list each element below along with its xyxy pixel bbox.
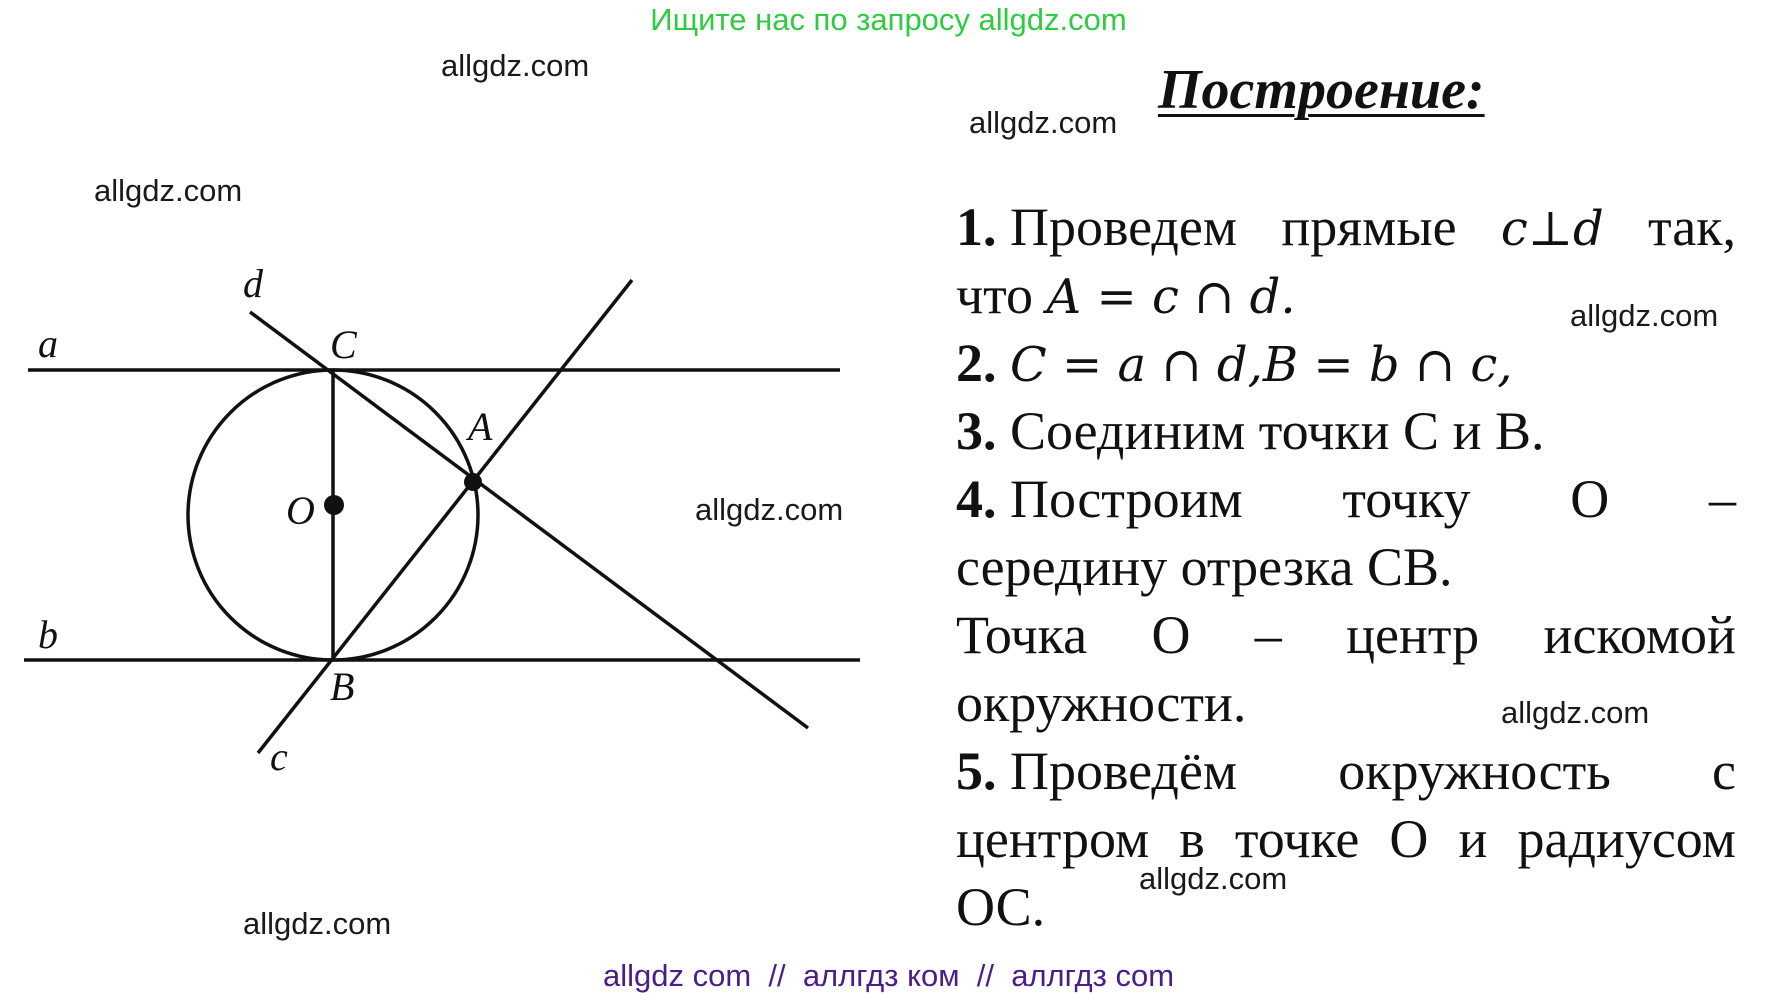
step-2-math-comma2: ,: [1497, 337, 1513, 393]
bottom-banner: allgdz com // аллгдз ком // аллгдз com: [602, 958, 1175, 993]
note-word-4: центр: [1346, 605, 1480, 665]
note-word-1: Точка: [956, 605, 1088, 665]
label-a-line: a: [38, 321, 58, 366]
label-point-c: C: [330, 322, 357, 367]
step-1-math-d: d: [1572, 201, 1604, 257]
heading-construction: Построение:: [1158, 59, 1485, 121]
step-1-math-perp: ⊥: [1527, 201, 1573, 257]
step-2-math-eq: =: [1046, 337, 1118, 393]
step-4-word-2: точку: [1342, 469, 1471, 529]
point-a: [464, 473, 482, 491]
point-o: [324, 495, 344, 515]
step-5-line-3: ОС.: [956, 877, 1046, 937]
watermark-6: allgdz.com: [1501, 695, 1650, 730]
step-2-math-cap: ∩: [1146, 337, 1217, 393]
watermark-8: allgdz.com: [243, 906, 392, 941]
step-5-line-2: [956, 809, 1736, 869]
step-2-line: [956, 333, 1736, 395]
step-2-math-b: B: [1262, 337, 1299, 393]
step-2-math-c: C: [1010, 337, 1047, 393]
step-4-line-1: [956, 469, 1736, 529]
watermark-4: allgdz.com: [1570, 298, 1719, 333]
top-banner: Ищите нас по запросу allgdz.com: [650, 2, 1127, 37]
step-5-l2-word-4: О: [1389, 809, 1429, 869]
step-5-word-2: окружность: [1338, 741, 1611, 801]
geometry-diagram: [0, 0, 880, 800]
watermark-3: allgdz.com: [94, 173, 243, 208]
step-4-word-1: Построим: [1010, 469, 1243, 529]
step-4-line-2: середину отрезка СВ.: [956, 537, 1453, 597]
step-1-math-c: c: [1500, 201, 1528, 257]
step-2-math-cap2: ∩: [1399, 337, 1471, 393]
watermark-1: allgdz.com: [441, 48, 590, 83]
step-4-word-3: О: [1570, 469, 1610, 529]
step-5-l2-word-2: в: [1179, 809, 1205, 869]
label-point-o: O: [286, 488, 315, 533]
step-1-math-c2: c: [1151, 269, 1179, 325]
step-1-word-2: прямые: [1281, 197, 1457, 257]
step-1-number: 1.: [956, 197, 997, 257]
note-word-2: О: [1151, 605, 1191, 665]
step-5-l2-word-6: радиусом: [1517, 809, 1736, 869]
step-3-text: Соединим точки С и В.: [1010, 401, 1545, 461]
label-point-b: B: [330, 664, 355, 709]
step-1-math-eq: =: [1081, 269, 1152, 325]
label-d-line: d: [243, 261, 263, 306]
label-c-line: c: [270, 734, 288, 779]
step-1-line-2-prefix: что: [956, 265, 1047, 325]
step-2-math-c-line: c: [1470, 337, 1498, 393]
step-5-number: 5.: [956, 741, 997, 801]
step-1-word-1: Проведем: [1010, 197, 1238, 257]
note-word-3: –: [1254, 605, 1282, 665]
step-1-math-d2: d: [1249, 269, 1281, 325]
step-2-math-comma: ,: [1247, 337, 1263, 393]
step-1-math-end: .: [1280, 269, 1296, 325]
step-3-line: [956, 401, 1736, 461]
step-1-line-1: [956, 197, 1736, 259]
watermark-2: allgdz.com: [969, 105, 1118, 140]
step-2-math-d: d: [1216, 337, 1248, 393]
note-line-1: [956, 605, 1736, 665]
step-5-line-1: [956, 741, 1736, 801]
watermark-5: allgdz.com: [695, 492, 844, 527]
step-2-math-a: a: [1117, 337, 1147, 393]
step-2-number: 2.: [956, 333, 997, 393]
step-1-math-cap: ∩: [1178, 269, 1250, 325]
watermark-7: allgdz.com: [1139, 861, 1288, 896]
step-4-number: 4.: [956, 469, 997, 529]
step-1-word-3: так,: [1648, 197, 1736, 257]
step-5-word-1: Проведём: [1010, 741, 1238, 801]
step-5-l2-word-5: и: [1458, 809, 1488, 869]
step-4-word-4: –: [1708, 469, 1736, 529]
step-3-number: 3.: [956, 401, 997, 461]
step-5-word-3: с: [1712, 741, 1736, 801]
label-point-a: A: [468, 404, 493, 449]
note-word-5: искомой: [1543, 605, 1736, 665]
step-2-math-eq2: =: [1298, 337, 1369, 393]
step-5-l2-word-3: точке: [1234, 809, 1360, 869]
note-line-2: окружности.: [956, 673, 1247, 733]
step-1-math-a: A: [1046, 269, 1082, 325]
label-b-line: b: [38, 612, 58, 657]
step-1-line-2: [956, 265, 1736, 327]
step-5-l2-word-1: центром: [956, 809, 1150, 869]
step-2-math-b-line: b: [1368, 337, 1400, 393]
